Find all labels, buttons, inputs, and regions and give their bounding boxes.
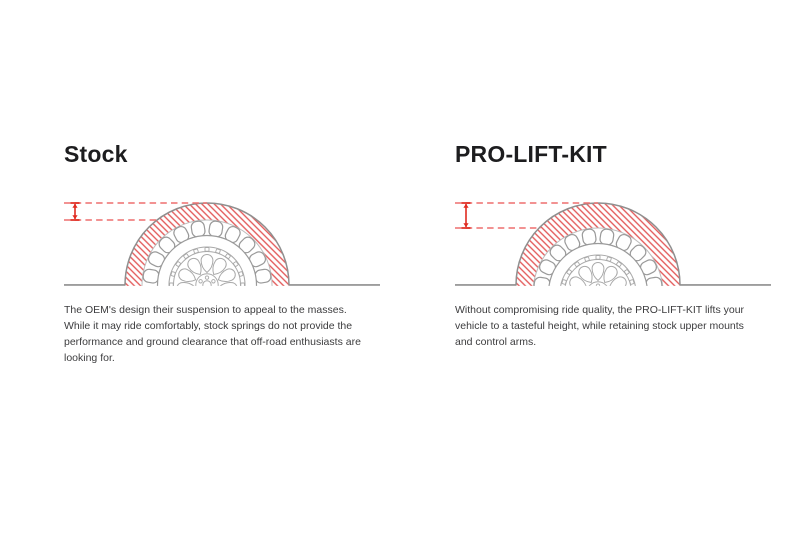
wheel-clearance-illustration-stock — [64, 192, 380, 289]
stock-wheel-diagram — [64, 192, 380, 289]
lifted-wheel-diagram — [455, 192, 771, 289]
panel-description-pro-lift-kit: Without compromising ride quality, the PRO-LIFT-KIT lifts your vehicle to a tasteful height, while retaining stock upper mounts and control arms. — [455, 304, 745, 348]
panel-pro-lift-kit — [455, 141, 771, 348]
panel-title-stock: Stock — [64, 141, 128, 167]
wheel-clearance-illustration-lifted — [455, 192, 771, 289]
panel-title-pro-lift-kit: PRO-LIFT-KIT — [455, 141, 607, 167]
panel-description-stock: The OEM's design their suspension to appeal to the masses. While it may ride comfortably, stock springs do not provide the performance and ground clearance that off-road enthusiasts are looking for. — [64, 304, 361, 364]
panel-stock — [64, 141, 380, 364]
